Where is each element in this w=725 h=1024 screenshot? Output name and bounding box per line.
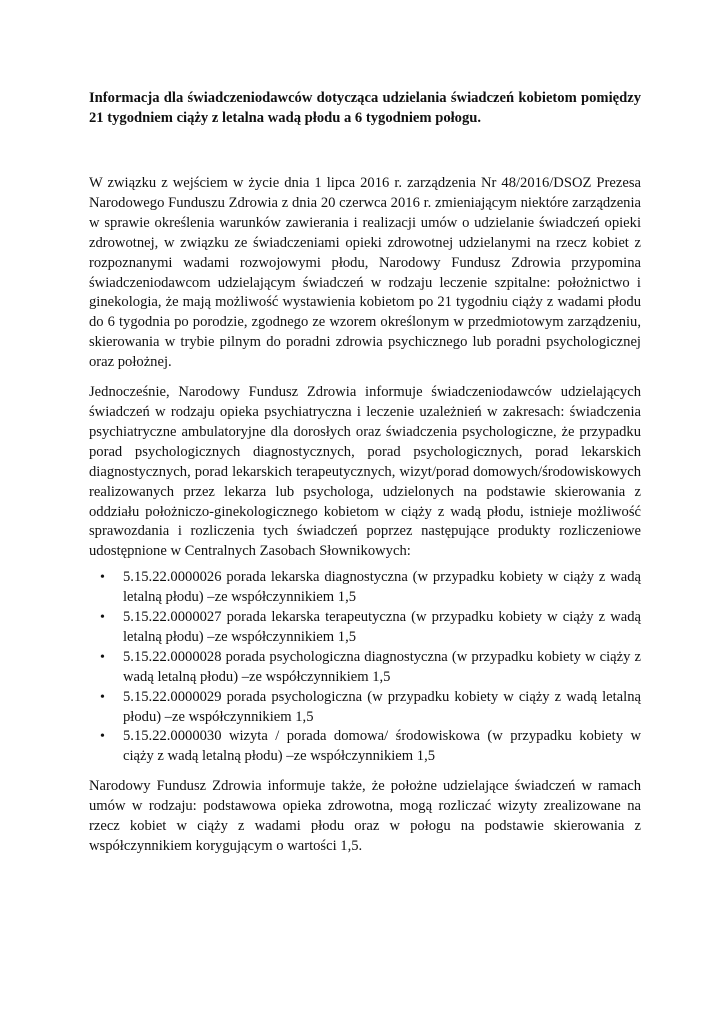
document-page bbox=[89, 88, 641, 857]
bullet-icon: • bbox=[100, 610, 105, 626]
paragraph-2: Jednocześnie, Narodowy Fundusz Zdrowia informuje świadczeniodawców udzielających świadczeń w rodzaju opieka psychiatryczna i leczenie uzależnień w zakresach: świadczenia psychiatryczne ambulatoryjne dla dorosłych oraz świadczenia psychologiczne, że przypadku porad psychologicznych diagnostycznych, porad psychologicznych, porad lekarskich diagnostycznych, porad lekarskich terapeutycznych, wizyt/porad domowych/środowiskowych realizowanych przez lekarza lub psychologa, udzielonych na podstawie skierowania z oddziału położniczo-ginekologicznego kobietom w ciąży z wadą płodu, istnieje możliwość sprawozdania i rozliczenia tych świadczeń poprzez następujące produkty rozliczeniowe udostępnione w Centralnych Zasobach Słownikowych: bbox=[89, 384, 641, 560]
list-item bbox=[89, 688, 641, 728]
list-item bbox=[89, 568, 641, 608]
list-item-text: 5.15.22.0000027 porada lekarska terapeutyczna (w przypadku kobiety w ciąży z wadą letalną płodu) –ze współczynnikiem 1,5 bbox=[123, 609, 641, 645]
list-item-text: 5.15.22.0000029 porada psychologiczna (w przypadku kobiety w ciąży z wadą letalną płodu) –ze współczynnikiem 1,5 bbox=[123, 688, 641, 725]
product-list bbox=[89, 568, 641, 767]
paragraph-1: W związku z wejściem w życie dnia 1 lipca 2016 r. zarządzenia Nr 48/2016/DSOZ Prezesa Narodowego Funduszu Zdrowia z dnia 20 czerwca 2016 r. zmieniającym niektóre zarządzenia w sprawie określenia warunków zawierania i realizacji umów o udzielanie świadczeń opieki zdrowotnej, w związku ze świadczeniami opieki zdrowotnej udzielanymi na rzecz kobiet z rozpoznanymi wadami rozwojowymi płodu, Narodowy Fundusz Zdrowia przypomina świadczeniodawcom udzielającym świadczeń w rodzaju leczenie szpitalne: położnictwo i ginekologia, że mają możliwość wystawienia kobietom po 21 tygodniu ciąży z wadami płodu do 6 tygodnia po porodzie, zgodnego ze wzorem określonym w przedmiotowym zarządzeniu, skierowania w trybie pilnym do poradni zdrowia psychicznego lub poradni psychologicznej oraz położnej. bbox=[89, 175, 641, 371]
list-item bbox=[89, 608, 641, 648]
list-item bbox=[89, 727, 641, 767]
list-item bbox=[89, 648, 641, 688]
list-item-text: 5.15.22.0000028 porada psychologiczna diagnostyczna (w przypadku kobiety w ciąży z wadą letalną płodu) –ze współczynnikiem 1,5 bbox=[123, 648, 641, 685]
list-item-text: 5.15.22.0000030 wizyta / porada domowa/ środowiskowa (w przypadku kobiety w ciąży z wadą letalną płodu) –ze współczynnikiem 1,5 bbox=[123, 728, 641, 765]
document-title: Informacja dla świadczeniodawców dotycząca udzielania świadczeń kobietom pomiędzy 21 tygodniem ciąży z letalna wadą płodu a 6 tygodniem połogu. bbox=[89, 90, 641, 126]
list-item-text: 5.15.22.0000026 porada lekarska diagnostyczna (w przypadku kobiety w ciąży z wadą letalną płodu) –ze współczynnikiem 1,5 bbox=[123, 569, 641, 606]
bullet-icon: • bbox=[100, 649, 105, 665]
bullet-icon: • bbox=[100, 729, 105, 745]
bullet-icon: • bbox=[100, 570, 105, 586]
paragraph-3: Narodowy Fundusz Zdrowia informuje także, że położne udzielające świadczeń w ramach umów w rodzaju: podstawowa opieka zdrowotna, mogą rozliczać wizyty zrealizowane na rzecz kobiet w ciąży z wadami płodu oraz w połogu na podstawie skierowania z współczynnikiem korygującym o wartości 1,5. bbox=[89, 778, 641, 854]
bullet-icon: • bbox=[100, 689, 105, 705]
